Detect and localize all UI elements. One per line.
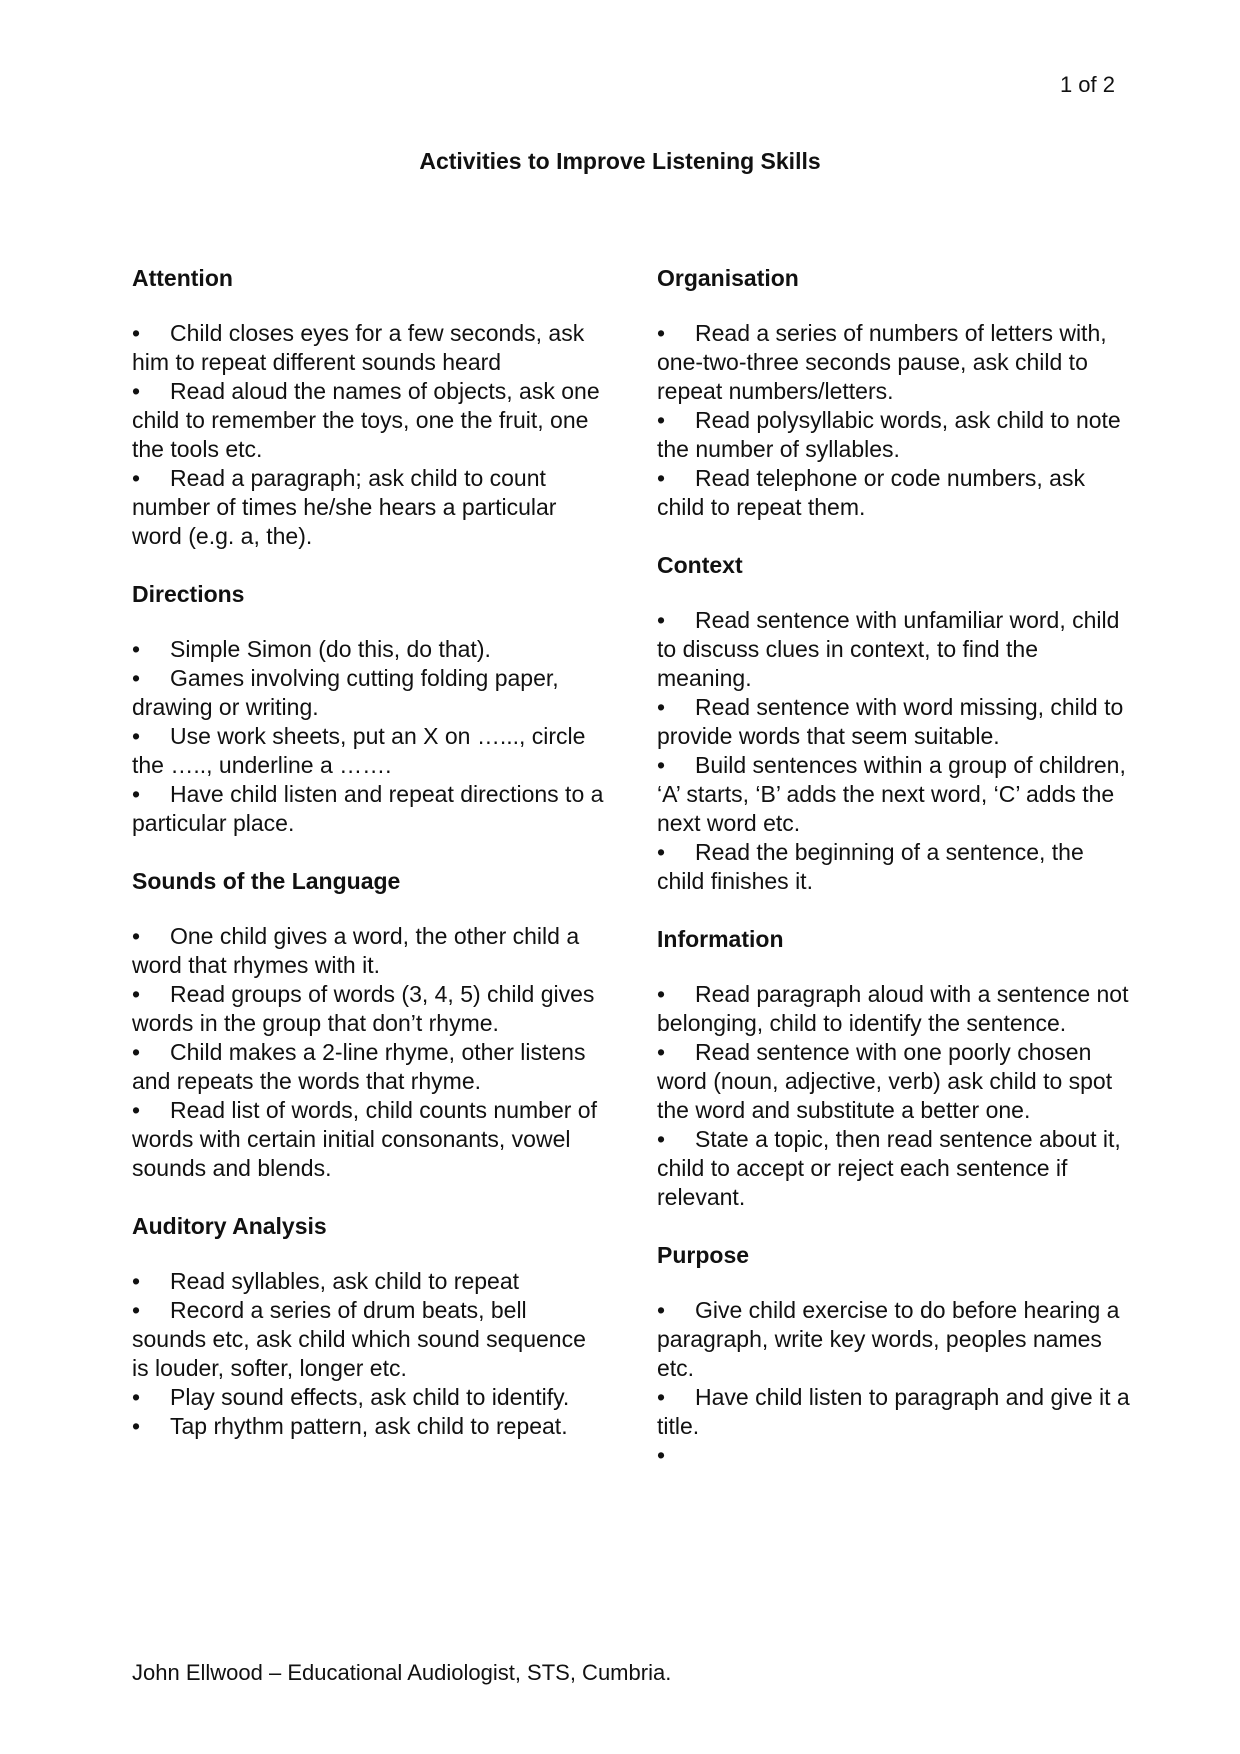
list-item-text: Have child listen and repeat directions to a particular place. — [132, 781, 604, 836]
list-item — [657, 606, 1132, 693]
bullet-icon: • — [657, 752, 666, 778]
list-item — [132, 722, 607, 780]
left-column — [132, 264, 607, 1470]
bullet-icon: • — [132, 1268, 141, 1294]
list-item — [657, 1038, 1132, 1125]
list-item — [132, 1383, 607, 1412]
list-item-text: Read a series of numbers of letters with, one-two-three seconds pause, ask child to repeat numbers/letters. — [657, 320, 1107, 404]
bullet-icon: • — [657, 694, 666, 720]
bullet-icon: • — [657, 839, 666, 865]
bullet-icon: • — [132, 1097, 141, 1123]
bullet-icon: • — [132, 1413, 141, 1439]
section-attention — [132, 264, 607, 551]
list-item-text: Build sentences within a group of children, ‘A’ starts, ‘B’ adds the next word, ‘C’ adds the next word etc. — [657, 752, 1126, 836]
list-item-text: Have child listen to paragraph and give it a title. — [657, 1384, 1130, 1439]
page-number: 1 of 2 — [1059, 72, 1115, 97]
list-item-text: Child closes eyes for a few seconds, ask him to repeat different sounds heard — [132, 320, 585, 375]
list-item-text: Tap rhythm pattern, ask child to repeat. — [170, 1413, 568, 1439]
section-context — [657, 551, 1132, 896]
list-item — [132, 1267, 607, 1296]
section-information — [657, 925, 1132, 1212]
section-heading: Purpose — [657, 1242, 750, 1268]
bullet-list — [657, 319, 1132, 522]
page-title: Activities to Improve Listening Skills — [419, 148, 821, 174]
list-item — [657, 406, 1132, 464]
list-item — [132, 980, 607, 1038]
bullet-list — [657, 1296, 1132, 1470]
list-item — [132, 464, 607, 551]
section-purpose — [657, 1241, 1132, 1470]
list-item — [132, 1412, 607, 1441]
bullet-list — [132, 1267, 607, 1441]
bullet-list — [132, 319, 607, 551]
bullet-icon: • — [657, 1384, 666, 1410]
list-item-text: Read groups of words (3, 4, 5) child gives words in the group that don’t rhyme. — [132, 981, 595, 1036]
bullet-icon: • — [132, 636, 141, 662]
bullet-list — [657, 980, 1132, 1212]
list-item-text: Read sentence with word missing, child to provide words that seem suitable. — [657, 694, 1124, 749]
bullet-icon: • — [132, 1039, 141, 1065]
list-item — [132, 1096, 607, 1183]
list-item — [657, 980, 1132, 1038]
section-heading: Sounds of the Language — [132, 868, 401, 894]
list-item — [657, 838, 1132, 896]
list-item-text: Read polysyllabic words, ask child to note the number of syllables. — [657, 407, 1121, 462]
bullet-icon: • — [132, 781, 141, 807]
list-item-text: Read telephone or code numbers, ask child to repeat them. — [657, 465, 1085, 520]
list-item — [132, 377, 607, 464]
bullet-icon: • — [657, 407, 666, 433]
list-item — [657, 464, 1132, 522]
section-heading: Context — [657, 552, 743, 578]
bullet-icon: • — [132, 665, 141, 691]
bullet-icon: • — [132, 923, 141, 949]
bullet-list — [657, 606, 1132, 896]
list-item-text: Play sound effects, ask child to identify. — [170, 1384, 570, 1410]
list-item — [657, 751, 1132, 838]
footer-credit: John Ellwood – Educational Audiologist, STS, Cumbria. — [132, 1660, 672, 1685]
list-item-text: State a topic, then read sentence about it, child to accept or reject each sentence if relevant. — [657, 1126, 1121, 1210]
list-item-text: Read syllables, ask child to repeat — [170, 1268, 520, 1294]
bullet-icon: • — [132, 723, 141, 749]
bullet-icon: • — [657, 607, 666, 633]
list-item — [657, 1125, 1132, 1212]
list-item — [132, 1038, 607, 1096]
list-item — [132, 664, 607, 722]
list-item — [657, 1441, 1132, 1470]
list-item — [132, 780, 607, 838]
bullet-list — [132, 922, 607, 1183]
list-item-text: Read the beginning of a sentence, the child finishes it. — [657, 839, 1084, 894]
bullet-icon: • — [132, 981, 141, 1007]
list-item — [657, 693, 1132, 751]
list-item — [657, 319, 1132, 406]
list-item-text: Simple Simon (do this, do that). — [170, 636, 491, 662]
right-column — [657, 264, 1132, 1499]
section-sounds-of-the-language — [132, 867, 607, 1183]
list-item-text: Games involving cutting folding paper, drawing or writing. — [132, 665, 559, 720]
bullet-icon: • — [132, 1297, 141, 1323]
list-item — [657, 1296, 1132, 1383]
section-organisation — [657, 264, 1132, 522]
list-item-text: One child gives a word, the other child a word that rhymes with it. — [132, 923, 580, 978]
list-item-text: Read aloud the names of objects, ask one child to remember the toys, one the fruit, one the tools etc. — [132, 378, 600, 462]
section-heading: Directions — [132, 581, 245, 607]
list-item-text: Child makes a 2-line rhyme, other listens and repeats the words that rhyme. — [132, 1039, 586, 1094]
section-heading: Auditory Analysis — [132, 1213, 327, 1239]
bullet-icon: • — [657, 465, 666, 491]
bullet-icon: • — [657, 1297, 666, 1323]
section-heading: Information — [657, 926, 784, 952]
bullet-icon: • — [132, 320, 141, 346]
list-item — [132, 922, 607, 980]
bullet-icon: • — [132, 465, 141, 491]
list-item-text: Read sentence with unfamiliar word, child to discuss clues in context, to find the meaning. — [657, 607, 1120, 691]
list-item — [132, 1296, 607, 1383]
list-item-text: Read list of words, child counts number of words with certain initial consonants, vowel sounds and blends. — [132, 1097, 597, 1181]
bullet-icon: • — [132, 1384, 141, 1410]
list-item — [657, 1383, 1132, 1441]
list-item — [132, 635, 607, 664]
list-item-text: Read a paragraph; ask child to count number of times he/she hears a particular word (e.g. a, the). — [132, 465, 557, 549]
section-auditory-analysis — [132, 1212, 607, 1441]
bullet-icon: • — [657, 1039, 666, 1065]
bullet-icon: • — [657, 1126, 666, 1152]
section-directions — [132, 580, 607, 838]
list-item-text: Read sentence with one poorly chosen word (noun, adjective, verb) ask child to spot the word and substitute a better one. — [657, 1039, 1113, 1123]
section-heading: Attention — [132, 265, 233, 291]
list-item-text: Read paragraph aloud with a sentence not belonging, child to identify the sentence. — [657, 981, 1129, 1036]
bullet-icon: • — [657, 320, 666, 346]
bullet-list — [132, 635, 607, 838]
bullet-icon: • — [657, 1442, 666, 1468]
list-item-text: Give child exercise to do before hearing a paragraph, write key words, peoples names etc. — [657, 1297, 1120, 1381]
section-heading: Organisation — [657, 265, 799, 291]
list-item — [132, 319, 607, 377]
list-item-text: Use work sheets, put an X on …..., circle the ….., underline a ……. — [132, 723, 586, 778]
bullet-icon: • — [132, 378, 141, 404]
bullet-icon: • — [657, 981, 666, 1007]
list-item-text: Record a series of drum beats, bell sounds etc, ask child which sound sequence is louder, softer, longer etc. — [132, 1297, 586, 1381]
